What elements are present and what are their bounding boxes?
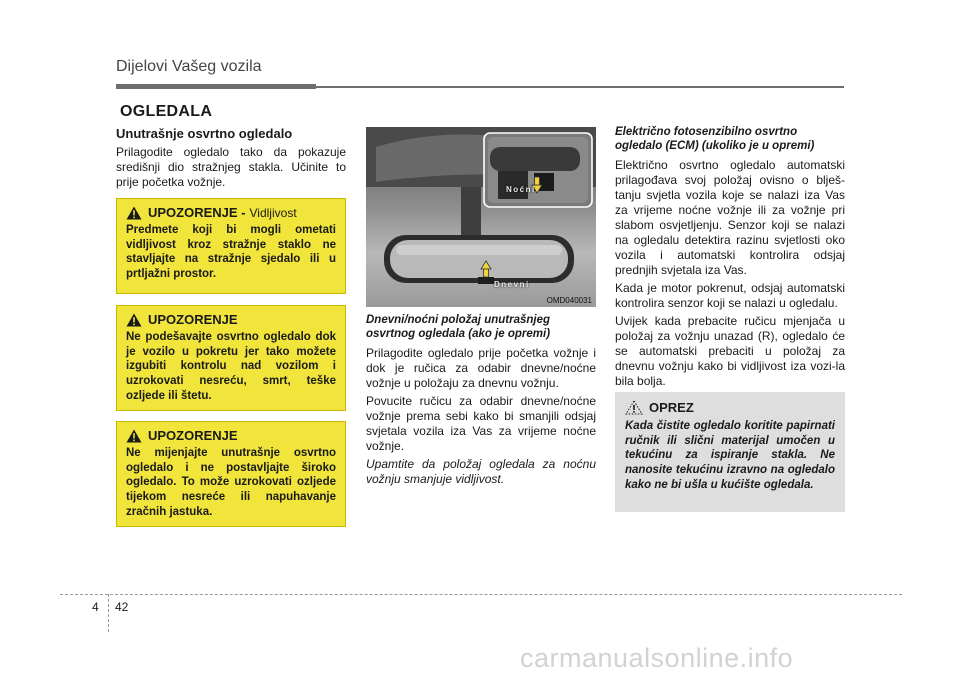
ecm-paragraph-1: Električno osvrtno ogledalo automatski prilagođava svoj položaj ovisno o blješ-tanju svjetla vozila koje se nalazi iza Vas za vrijeme noćne vožnje ili za vožnje pri slabom osvjetljenju. Senzor koji se nalazi na ogledalu detektira razinu svjetlosti oko vozila i automatski kontrolira odsjaj prednjih svjetala iza Vas. xyxy=(615,157,845,277)
warning-title: UPOZORENJE xyxy=(148,428,238,443)
day-night-note: Upamtite da položaj ogledala za noćnu vožnju smanjuje vidljivost. xyxy=(366,456,596,486)
caution-box xyxy=(615,392,845,512)
warning-triangle-icon xyxy=(126,429,142,443)
warning-triangle-icon xyxy=(126,313,142,327)
page-number: 42 xyxy=(115,600,129,614)
footer-separator xyxy=(108,594,109,632)
caution-title: OPREZ xyxy=(649,400,694,415)
warning-body: Ne podešavajte osvrtno ogledalo dok je vozilo u pokretu jer tako možete izgubiti kontrolu nad vozilom i uzrokovati nesreću, smrt, teške ozljede ili štetu. xyxy=(126,331,336,402)
watermark: carmanualsonline.info xyxy=(520,643,794,673)
page-title: OGLEDALA xyxy=(120,103,213,120)
warning-box-modification xyxy=(116,421,346,527)
inside-mirror-heading: Unutrašnje osvrtno ogledalo xyxy=(116,126,293,141)
warning-body: Ne mijenjajte unutrašnje osvrtno ogledalo i ne postavljajte široko ogledalo. To može uzrokovati ozljede tijekom nesreće ili napuhavanje zračnih jastuka. xyxy=(126,447,336,518)
caution-body: Kada čistite ogledalo koritite papirnati ručnik ili slični materijal umočen u tekućinu za ispiranje stakla. Ne nanosite tekućinu izravno na ogledalo kako ne bi ušla u kućište ogledala. xyxy=(625,420,835,491)
ecm-paragraph-3: Uvijek kada prebacite ručicu mjenjača u položaj za vožnju unazad (R), ogledalo će se automatski prebaciti u položaj za dnevnu vožnju kako bi vidljivost iza vozi-la bila bolja. xyxy=(615,313,845,388)
warning-title-row xyxy=(126,428,336,443)
column-right xyxy=(615,126,845,392)
ecm-heading: Električno fotosenzibilno osvrtno ogledalo (ECM) (ukoliko je u opremi) xyxy=(615,126,815,152)
caution-triangle-icon xyxy=(625,400,643,415)
day-night-paragraph-1: Prilagodite ogledalo prije početka vožnje i dok je ručica za odabir dnevne/noćne vožnje u položaju za dnevnu vožnju. xyxy=(366,345,596,390)
page-chapter-number: 4 xyxy=(92,600,99,614)
warning-subtitle: Vidljivost xyxy=(249,205,297,220)
caution-title-row xyxy=(625,400,835,415)
warning-title-row xyxy=(126,312,336,327)
label-day-position: Dnevni xyxy=(494,280,530,289)
warning-title-row xyxy=(126,205,336,220)
mirror-illustration xyxy=(366,127,596,307)
ecm-paragraph-2: Kada je motor pokrenut, odsjaj automatski kontrolira senzor koji se nalazi u ogledalu. xyxy=(615,280,845,310)
warning-body: Predmete koji bi mogli ometati vidljivost kroz stražnje staklo ne stavljajte na stražnje sjedalo ili u prtljažni prostor. xyxy=(126,224,336,281)
mirror-photo xyxy=(366,127,596,307)
column-left-intro xyxy=(116,126,346,190)
warning-title: UPOZORENJE - xyxy=(148,205,246,220)
warning-triangle-icon xyxy=(126,206,142,220)
header-rule-line xyxy=(316,86,844,88)
day-night-heading: Dnevni/noćni položaj unutrašnjeg osvrtnog ogledala (ako je opremi) xyxy=(366,314,551,340)
header-rule-bar xyxy=(116,84,316,89)
warning-box-visibility xyxy=(116,198,346,294)
day-night-paragraph-2: Povucite ručicu za odabir dnevne/noćne vožnje prema sebi kako bi smanjili odsjaj svjetala vozila iza Vas za vrijeme noćne vožnje. xyxy=(366,393,596,453)
inside-mirror-intro: Prilagodite ogledalo tako da pokazuje središnji dio stražnjeg stakla. Učinite to prije početka vožnje. xyxy=(116,145,346,189)
warning-title: UPOZORENJE xyxy=(148,312,238,327)
label-night-position: Noćni xyxy=(506,185,536,194)
column-middle xyxy=(366,314,596,490)
section-header: Dijelovi Vašeg vozila xyxy=(116,58,262,75)
figure-code: OMD040031 xyxy=(546,296,592,305)
warning-box-adjusting xyxy=(116,305,346,411)
footer-rule xyxy=(60,594,902,595)
